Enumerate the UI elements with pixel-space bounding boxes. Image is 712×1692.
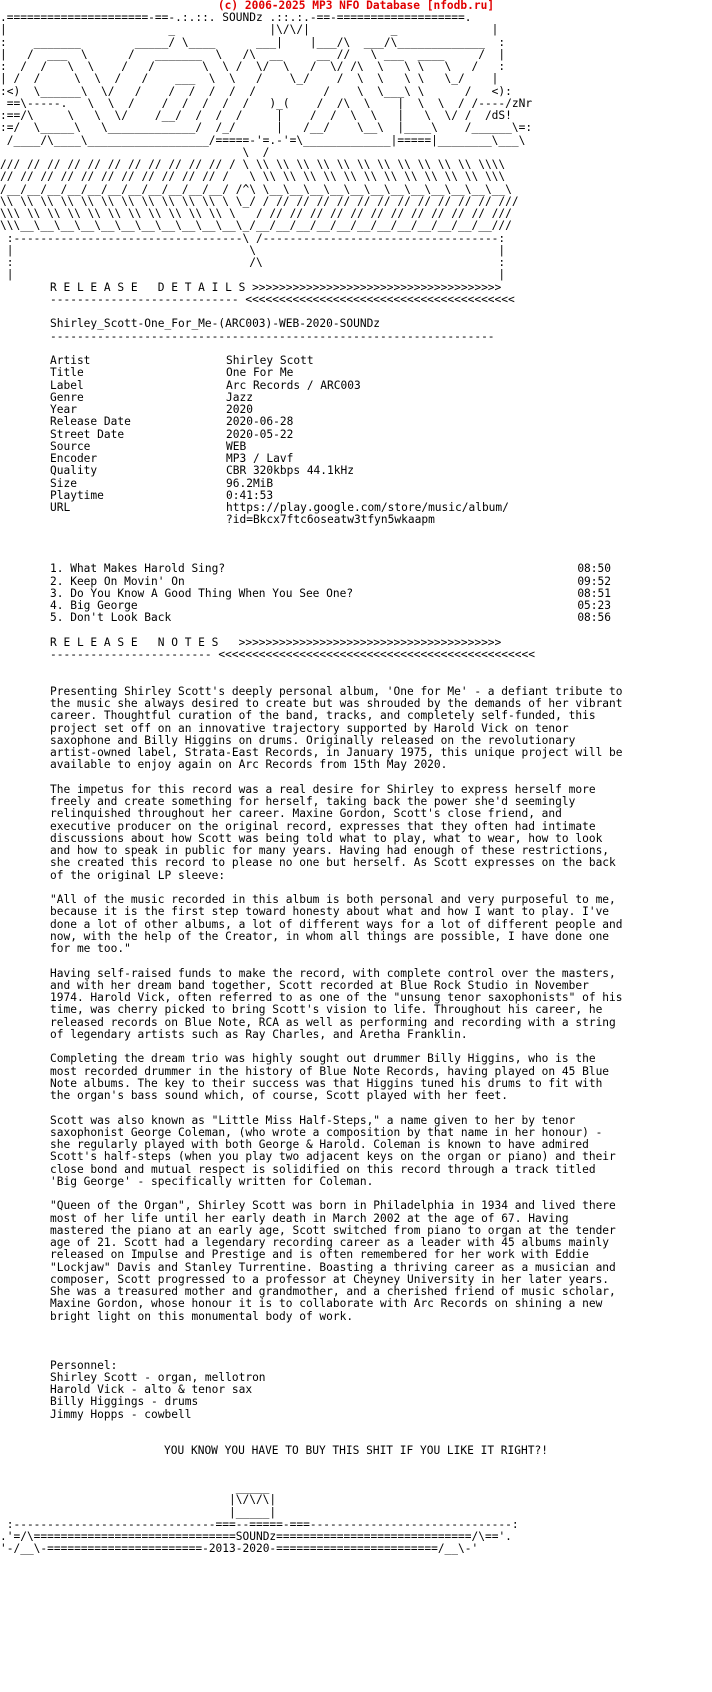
detail-key: Size [50, 476, 77, 490]
detail-key: Encoder [50, 452, 98, 465]
note-paragraph: The impetus for this record was a real desire for Shirley to express herself more freely and create something for herself, taking back the power she'd seemingly relinquished throughout her career. Maxine Gordon, Scott's close friend, and executive producer on the original record, expresses that they often had intimate discussions about how Scott was being told what to play, what to wear, how to look and how to speak in public for many years. Having had enough of these restrictions, she created this record to please no one but herself. As Scott expresses on the back of the original LP sleeve: [50, 782, 623, 882]
detail-value: Jazz [226, 390, 253, 404]
personnel [0, 1360, 712, 1421]
personnel-member: Jimmy Hopps - cowbell [50, 1407, 192, 1421]
note-paragraph: Scott was also known as "Little Miss Half-Steps," a name given to her by tenor saxophonist George Coleman, (who wrote a composition by that name in her honour) - she regularly played with both George & Harold. Coleman is known to have admired Scott's half-steps (when you play two adjacent keys on the organ or piano) and their close bond and mutual respect is solidified on this record through a track titled 'Big George' - specifically written for Coleman. [50, 1113, 623, 1188]
release-notes-title: R E L E A S E N O T E S [50, 635, 219, 649]
detail-url-line1[interactable]: https://play.google.com/store/music/album/ [226, 501, 509, 514]
detail-key: Label [50, 378, 84, 392]
track-name: 2. Keep On Movin' On [50, 574, 185, 588]
detail-key: Year [50, 403, 77, 416]
note-paragraph: Presenting Shirley Scott's deeply personal album, 'One for Me' - a defiant tribute to the music she always desired to create but was shrouded by the demands of her vibrant career. Thoughtful curation of the band, tracks, and completely self-funded, this project set off on an innovative trajectory supported by Harold Vick on tenor saxophone and Billy Higgins on drums. Originally released on the revolutionary artist-owned label, Strata-East Records, in January 1975, this unique project will be available to enjoy again on Arc Records from 15th May 2020. [50, 684, 630, 772]
detail-key: Artist [50, 354, 91, 367]
note-paragraph: Completing the dream trio was highly sought out drummer Billy Higgins, who is the most recorded drummer in the history of Blue Note Records, having played on 45 Blue Note albums. The key to their success was that Higgins tuned his drums to fit with the organ's bass sound which, of course, Scott played with her feet. [50, 1052, 616, 1102]
detail-url-line2[interactable]: ?id=Bkcx7ftc6oseatw3tfyn5wkaapm [226, 513, 435, 527]
note-paragraph: Having self-raised funds to make the record, with complete control over the masters, and with her dream band together, Scott recorded at Blue Rock Studio in November 1974. Harold Vick, often referred to as one of the "unsung tenor saxophonists" of his time, was cherry picked to bring Scott's vision to life. Throughout his career, he released records on Blue Note, RCA as well as performing and recording with a string of legendary artists such as Ray Charles, and Aretha Franklin. [50, 966, 630, 1041]
detail-source [0, 441, 712, 453]
track-time: 08:50 [577, 562, 611, 576]
note-paragraph: "Queen of the Organ", Shirley Scott was born in Philadelphia in 1934 and lived there most of her life until her early death in March 2002 at the age of 67. Having mastered the piano at an early age, Scott switched from piano to organ at the tender age of 21. Scott had a legendary recording career as a leader with 45 albums mainly released on Impulse and Prestige and is often remembered for her work with Eddie "Lockjaw" Davis and Stanley Turrentine. Boasting a thriving career as a musician and composer, Scott progressed to a professor at Cheyney University in her later years. She was a treasured mother and grandmother, and a cherished friend of music scholar, Maxine Gordon, whose honour it is to collaborate with Arc Records on shining a new bright light on this monumental body of work. [50, 1199, 623, 1323]
detail-key: Street Date [50, 427, 125, 441]
detail-value: Shirley Scott [226, 354, 314, 367]
footer-group: SOUNDz [235, 1530, 277, 1543]
release-name: Shirley_Scott-One_For_Me-(ARC003)-WEB-2020-SOUNDz ------------------------------------------------------------------ [50, 317, 495, 343]
detail-key: Release Date [50, 415, 131, 429]
detail-key: URL [50, 501, 71, 514]
track-name: 4. Big George [50, 599, 138, 612]
details-table [0, 355, 712, 527]
track-row [0, 576, 611, 588]
tracklist [0, 563, 712, 624]
detail-key: Title [50, 366, 84, 380]
detail-value: Arc Records / ARC003 [226, 378, 361, 392]
track-row [0, 563, 611, 575]
detail-value: 2020 [226, 403, 253, 416]
ascii-logo: .=====================-==-.:.::. SOUNDz .::.:.-==-===================. | _ |\/\/| _ | : _______ _____/ \____ ___| |___/\ ___/\_____________ : | / ___ \ / _______ \ /\ __ __ // \ ___ ____ / | : / / \ \ / / \ \ / \/ \ / \/ /\ \ \ \ \ / : | / / \ \ / / ___ \ \ / \_/ / \ \ \ \ \_/ | :<) \______\ \/ / / / / / / / \ \___\ \ / <): ==\-----. \ \ / / / / / / )_( / /\ \ | \ \ / /----/zNr :==/\ \ \ \/ /__/ / / / | / / \ \ | \ \/ / /dS! :=/ \_____\ \_____________/ /_/ | /__/ \__\ |____\ /______\=: /____/\____\__________________/=====-'=.-'=\_____________|=====|________\___\ \ / /// // // // // // // // // // // / \ \\ \\ \\ \\ \\ \\ \\ \\ \\ \\ \\ \\\\ // // // // // // // // // // // / \ \\ \\ \\ \\ \\ \\ \\ \\ \\ \\ \\ \\\ /__/__/__/__/__/__/__/__/__/__/__/ /^\ \__\__\__\__\__\__\__\__\__\__\__\__\ \\ \\ \\ \\ \\ \\ \\ \\ \\ \\ \\ \ \_/ / // // // // // // // // // // // /// \\\ \\ \\ \\ \\ \\ \\ \\ \\ \\ \\ \ / // // // // // // // // // // // /// \\\__\__\__\__\__\__\__\__\__\__\__\_/__/__/__/__/__/__/__/__/__/__/__/__/// :----------------------------------\ /-----------------------------------: | \ | : /\ : | | [0, 11, 533, 282]
detail-value: CBR 320kbps 44.1kHz [226, 464, 354, 478]
detail-key: Quality [50, 464, 98, 478]
detail-title [0, 367, 712, 379]
detail-value: One For Me [226, 366, 294, 380]
detail-artist [0, 355, 712, 367]
detail-genre [0, 392, 712, 404]
personnel-member: Harold Vick - alto & tenor sax [50, 1383, 253, 1396]
detail-key: Genre [50, 390, 84, 404]
detail-value: 2020-05-22 [226, 427, 294, 441]
track-time: 09:52 [577, 574, 611, 588]
footer-art: _____ |\/\/\| |_____| :------------------------------===--=====-===------------------------------: .'=/\==============================SOUNDz=============================/\=='. '-/__\-=======================-2013-2020-========================/__\-' [0, 1481, 519, 1556]
detail-value: 2020-06-28 [226, 415, 294, 429]
detail-value: MP3 / Lavf [226, 452, 294, 465]
track-row [0, 612, 611, 624]
detail-url-cont [0, 514, 712, 526]
track-time: 08:56 [577, 611, 611, 625]
detail-street-date [0, 429, 712, 441]
detail-quality [0, 465, 712, 477]
personnel-member: Shirley Scott - organ, mellotron [50, 1370, 266, 1384]
release-details-heading: R E L E A S E D E T A I L S >>>>>>>>>>>>>>>>>>>>>>>>>>>>>>>>>>>>> ---------------------------- <<<<<<<<<<<<<<<<<<<<<<<<<<<<<<<<<<<<<<<< [50, 280, 515, 306]
detail-encoder [0, 453, 712, 465]
detail-value: 96.2MiB [226, 476, 274, 490]
track-name: 1. What Makes Harold Sing? [50, 562, 226, 576]
track-time: 05:23 [577, 599, 611, 612]
footer-years: -2013-2020- [202, 1542, 277, 1556]
detail-value: WEB [226, 439, 247, 453]
release-notes-heading: R E L E A S E N O T E S >>>>>>>>>>>>>>>>>>>>>>>>>>>>>>>>>>>>>>> ------------------------ <<<<<<<<<<<<<<<<<<<<<<<<<<<<<<<<<<<<<<<<<<<<<<< [50, 635, 535, 661]
detail-key: Source [50, 439, 91, 453]
personnel-heading: Personnel: [50, 1358, 118, 1372]
detail-value: 0:41:53 [226, 488, 274, 502]
note-quote: "All of the music recorded in this album is both personal and very purposeful to me, because it is the first step toward honesty about what and how I want to play. I've done a lot of other albums, a lot of different ways for a lot of different people and now, with the help of the Creator, in whom all things are possible, I have done one for me too." [50, 893, 630, 955]
closing-line: YOU KNOW YOU HAVE TO BUY THIS SHIT IF YOU LIKE IT RIGHT?! [164, 1444, 548, 1458]
detail-label [0, 380, 712, 392]
track-name: 3. Do You Know A Good Thing When You See One? [50, 586, 354, 600]
personnel-member: Billy Higgings - drums [50, 1395, 199, 1409]
release-details-title: R E L E A S E D E T A I L S [50, 280, 246, 294]
detail-release-date [0, 416, 712, 428]
copyright-banner: (c) 2006-2025 MP3 NFO Database [nfodb.ru] [217, 0, 495, 12]
track-time: 08:51 [577, 586, 611, 600]
detail-size [0, 478, 712, 490]
detail-key: Playtime [50, 488, 104, 502]
track-name: 5. Don't Look Back [50, 611, 172, 625]
